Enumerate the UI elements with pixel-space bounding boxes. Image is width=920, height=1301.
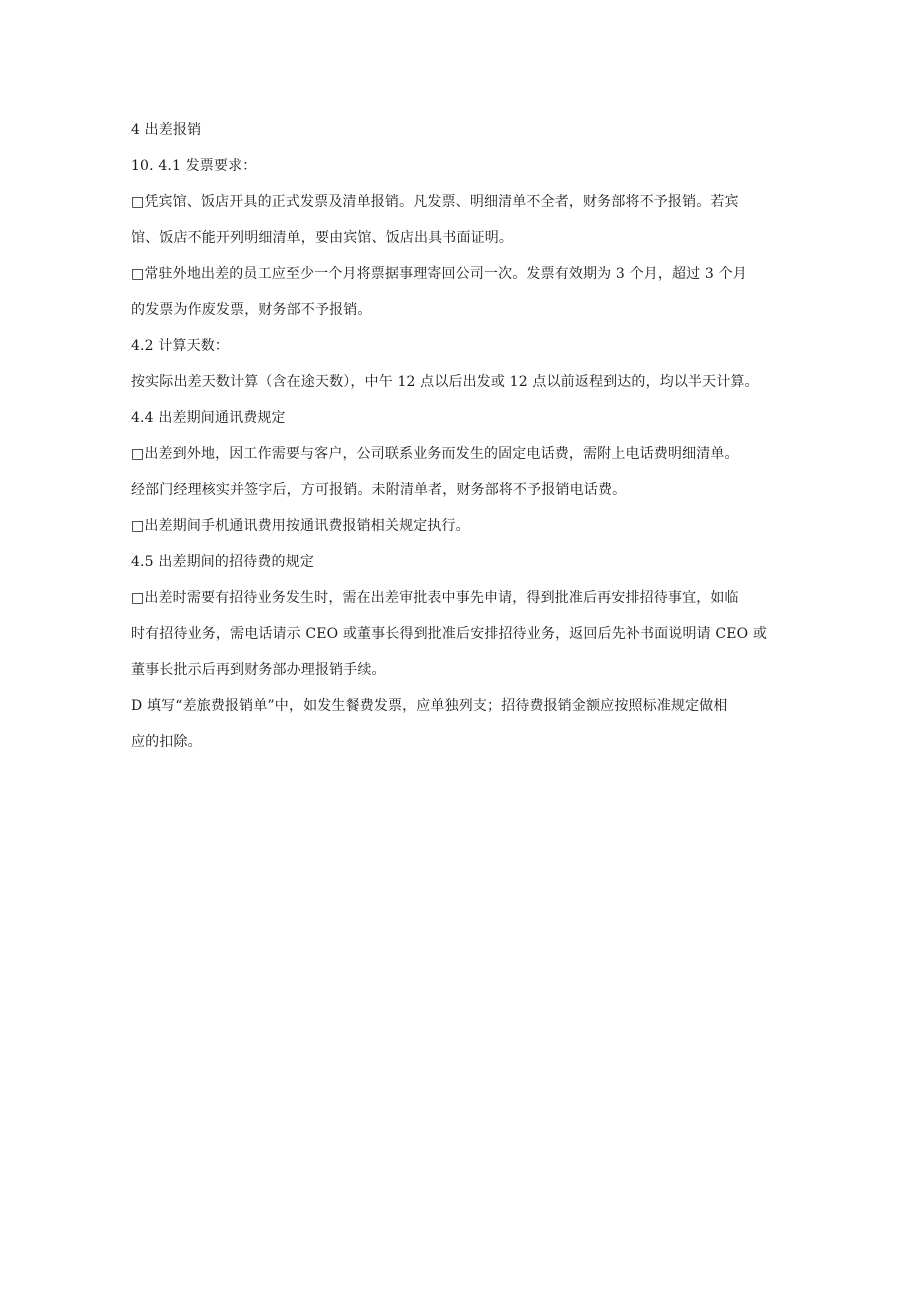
- paragraph-line: 经部门经理核实并签字后，方可报销。未附清单者，财务部将不予报销电话费。: [131, 482, 627, 498]
- paragraph-line: □常驻外地出差的员工应至少一个月将票据事理寄回公司一次。发票有效期为 3 个月，超过 3 个月: [131, 266, 747, 282]
- document-body: [131, 112, 821, 760]
- paragraph-line: □出差期间手机通讯费用按通讯费报销相关规定执行。: [131, 518, 470, 534]
- paragraph-line: 时有招待业务，需电话请示 CEO 或董事长得到批准后安排招待业务，返回后先补书面说明请 CEO 或: [131, 626, 767, 642]
- paragraph-line: □出差时需要有招待业务发生时，需在出差审批表中事先申请，得到批准后再安排招待事宜，如临: [131, 590, 739, 606]
- subsection-heading-day-calculation: 4.2 计算天数：: [131, 338, 230, 354]
- subsection-heading-entertainment-fees: 4.5 出差期间的招待费的规定: [131, 554, 314, 570]
- paragraph-line: □凭宾馆、饭店开具的正式发票及清单报销。凡发票、明细清单不全者，财务部将不予报销。若宾: [131, 194, 739, 210]
- section-heading-travel-reimbursement: 4 出差报销: [131, 122, 202, 138]
- paragraph-line: D 填写“差旅费报销单”中，如发生餐费发票，应单独列支；招待费报销金额应按照标准规定做相: [131, 698, 728, 714]
- subsection-heading-invoice-requirements: 10. 4.1 发票要求：: [131, 158, 257, 174]
- subsection-heading-communication-fees: 4.4 出差期间通讯费规定: [131, 410, 286, 426]
- paragraph-line: 的发票为作废发票，财务部不予报销。: [131, 302, 372, 318]
- paragraph-line: 按实际出差天数计算（含在途天数），中午 12 点以后出发或 12 点以前返程到达的，均以半天计算。: [131, 374, 759, 390]
- paragraph-line: 董事长批示后再到财务部办理报销手续。: [131, 662, 386, 678]
- paragraph-line: □出差到外地，因工作需要与客户，公司联系业务而发生的固定电话费，需附上电话费明细清单。: [131, 446, 739, 462]
- paragraph-line: 馆、饭店不能开列明细清单，要由宾馆、饭店出具书面证明。: [131, 230, 514, 246]
- paragraph-line: 应的扣除。: [131, 734, 202, 750]
